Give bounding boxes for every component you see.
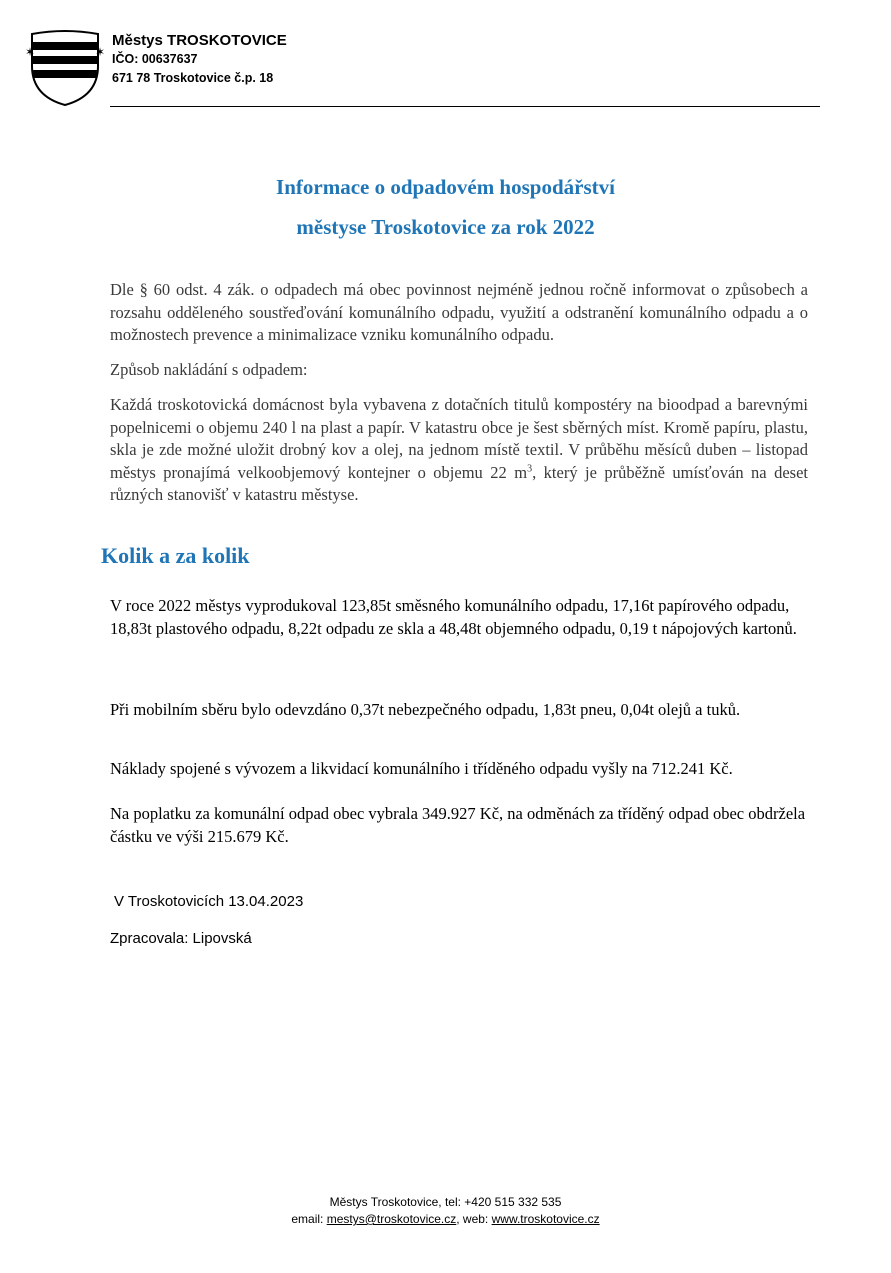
document-title-line-2: městyse Troskotovice za rok 2022 <box>296 215 595 239</box>
letterhead <box>112 31 287 88</box>
cubic-superscript: 3 <box>527 463 533 474</box>
footer-links <box>0 1211 891 1228</box>
page-footer <box>0 1194 891 1228</box>
intro-paragraph-method: Způsob nakládání s odpadem: <box>110 360 308 379</box>
details-text-end: , který je průběžně umísťován na deset různých stanovišť v katastru městyse. <box>110 462 809 504</box>
document-title-line-1: Informace o odpadovém hospodářství <box>276 175 615 199</box>
mobile-collection-paragraph: Při mobilním sběru bylo odevzdáno 0,37t nebezpečného odpadu, 1,83t pneu, 0,04t olejů a tuků. <box>110 700 741 719</box>
income-paragraph: Na poplatku za komunální odpad obec vybrala 349.927 Kč, na odměnách za tříděný odpad obec obdržela částku ve výši 215.679 Kč. <box>110 804 806 846</box>
waste-quantities-paragraph: V roce 2022 městys vyprodukoval 123,85t směsného komunálního odpadu, 17,16t papírového odpadu, 18,83t plastového odpadu, 8,22t odpadu ze skla a 48,48t objemného odpadu, 0,19 t nápojových kartonů. <box>110 596 797 638</box>
coat-of-arms-icon <box>22 26 108 108</box>
intro-paragraph-details <box>110 394 808 507</box>
postal-address: 671 78 Troskotovice č.p. 18 <box>112 71 274 85</box>
web-label: , web: <box>456 1212 492 1226</box>
place-and-date: V Troskotovicích 13.04.2023 <box>114 893 304 910</box>
details-text: Každá troskotovická domácnost byla vybavena z dotačních titulů kompostéry na bioodpad a barevnými popelnicemi o objemu 240 l na plast a papír. V katastru obce je šest sběrných míst. Kromě papíru, plastu, skla je zde možné uložit drobný kov a olej, na jednom místě textil. V průběhu měsíců duben – listopad městys pronajímá velkoobjemový kontejner o objemu 22 m <box>110 395 808 482</box>
svg-text:✶: ✶ <box>25 45 36 59</box>
footer-contact: Městys Troskotovice, tel: +420 515 332 535 <box>329 1195 562 1209</box>
ico-number: IČO: 00637637 <box>112 52 198 66</box>
municipality-name: Městys TROSKOTOVICE <box>112 32 287 49</box>
website-link[interactable]: www.troskotovice.cz <box>491 1212 600 1226</box>
section-heading: Kolik a za kolik <box>101 543 250 568</box>
svg-text:✶: ✶ <box>95 45 106 59</box>
email-link[interactable]: mestys@troskotovice.cz <box>326 1212 457 1226</box>
prepared-by: Zpracovala: Lipovská <box>110 930 252 947</box>
header-divider <box>110 106 820 107</box>
intro-paragraph-legal: Dle § 60 odst. 4 zák. o odpadech má obec povinnost nejméně jednou ročně informovat o způsobech a rozsahu odděleného soustřeďování komunálního odpadu, využití a odstranění komunálního odpadu a o možnostech prevence a minimalizace vzniku komunálního odpadu. <box>110 280 808 344</box>
costs-paragraph: Náklady spojené s vývozem a likvidací komunálního i tříděného odpadu vyšly na 712.241 Kč. <box>110 759 733 778</box>
email-label: email: <box>291 1212 327 1226</box>
